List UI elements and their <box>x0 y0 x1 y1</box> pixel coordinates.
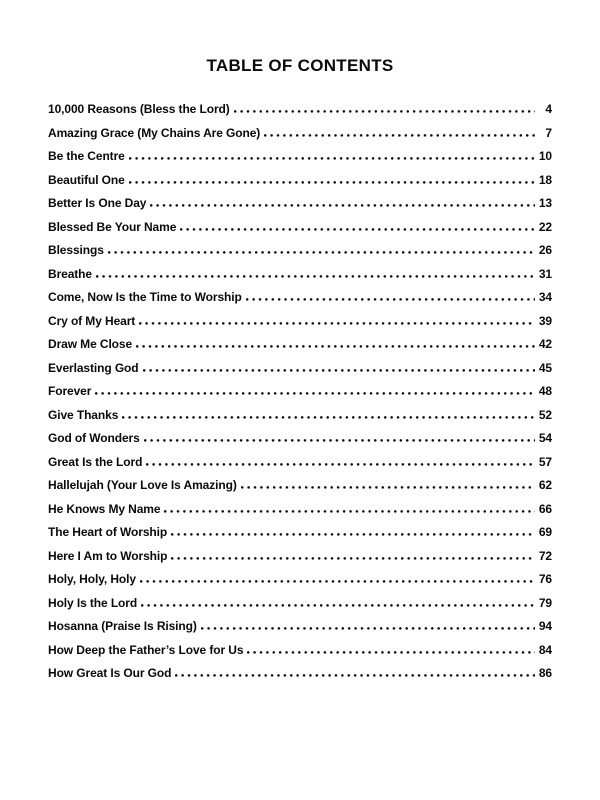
dot-leader <box>139 322 535 325</box>
toc-entry-title: How Deep the Father’s Love for Us <box>48 642 244 657</box>
toc-entry <box>48 619 552 643</box>
toc-entry-page: 66 <box>538 501 552 516</box>
toc-entry <box>48 173 552 197</box>
toc-entry-title: Give Thanks <box>48 407 119 422</box>
toc-entry-title: The Heart of Worship <box>48 525 168 539</box>
dot-leader <box>144 439 535 442</box>
toc-list <box>48 102 552 690</box>
toc-entry-page: 13 <box>538 196 552 210</box>
dot-leader <box>171 533 535 536</box>
toc-entry-title: Cry of My Heart <box>48 313 136 328</box>
toc-entry <box>48 267 552 291</box>
dot-leader <box>201 627 535 630</box>
toc-entry <box>48 549 552 573</box>
dot-leader <box>234 110 535 113</box>
toc-entry-page: 34 <box>538 290 552 304</box>
toc-entry-page: 26 <box>538 243 552 257</box>
toc-entry-title: God of Wonders <box>48 431 140 445</box>
toc-entry <box>48 102 552 126</box>
dot-leader <box>175 674 535 677</box>
dot-leader <box>122 416 535 419</box>
toc-entry <box>48 290 552 314</box>
toc-entry-title: 10,000 Reasons (Bless the Lord) <box>48 102 230 116</box>
toc-entry <box>48 408 552 432</box>
toc-entry-page: 48 <box>538 384 552 398</box>
toc-entry <box>48 149 552 173</box>
toc-entry-title: Draw Me Close <box>48 337 133 351</box>
toc-entry <box>48 361 552 385</box>
toc-entry <box>48 478 552 502</box>
toc-entry <box>48 196 552 220</box>
toc-entry <box>48 525 552 549</box>
toc-entry <box>48 384 552 408</box>
toc-entry-page: 45 <box>538 360 552 375</box>
dot-leader <box>141 604 535 607</box>
toc-entry-page: 10 <box>538 149 552 163</box>
toc-entry <box>48 431 552 455</box>
toc-entry-title: Everlasting God <box>48 360 139 375</box>
toc-entry-title: Holy, Holy, Holy <box>48 572 136 586</box>
toc-entry <box>48 596 552 620</box>
toc-entry-page: 94 <box>538 619 552 633</box>
dot-leader <box>146 463 535 466</box>
toc-entry-title: Hallelujah (Your Love Is Amazing) <box>48 478 237 492</box>
toc-entry-title: How Great Is Our God <box>48 666 172 680</box>
toc-entry <box>48 220 552 244</box>
dot-leader <box>129 181 535 184</box>
dot-leader <box>171 557 535 560</box>
toc-entry-page: 84 <box>538 642 552 657</box>
dot-leader <box>140 580 535 583</box>
toc-entry-page: 54 <box>538 431 552 445</box>
toc-entry-page: 31 <box>538 266 552 281</box>
toc-entry <box>48 126 552 150</box>
toc-entry <box>48 243 552 267</box>
dot-leader <box>164 510 535 513</box>
toc-entry-title: Better Is One Day <box>48 196 147 210</box>
page-title: TABLE OF CONTENTS <box>206 56 394 75</box>
dot-leader <box>264 134 535 137</box>
dot-leader <box>247 651 535 654</box>
toc-entry-title: Breathe <box>48 266 92 281</box>
toc-entry-page: 42 <box>538 337 552 351</box>
toc-entry <box>48 666 552 690</box>
toc-entry <box>48 337 552 361</box>
toc-entry-page: 57 <box>538 454 552 469</box>
toc-entry-title: Blessed Be Your Name <box>48 219 177 234</box>
toc-entry-title: Forever <box>48 384 92 398</box>
toc-entry-title: Come, Now Is the Time to Worship <box>48 290 242 304</box>
toc-entry-title: Amazing Grace (My Chains Are Gone) <box>48 125 261 140</box>
dot-leader <box>95 392 535 395</box>
dot-leader <box>246 298 535 301</box>
toc-entry-page: 72 <box>538 548 552 563</box>
toc-entry-title: He Knows My Name <box>48 501 161 516</box>
dot-leader <box>143 369 535 372</box>
toc-entry-title: Great Is the Lord <box>48 454 143 469</box>
toc-entry-page: 52 <box>538 407 552 422</box>
dot-leader <box>129 157 535 160</box>
toc-entry <box>48 572 552 596</box>
toc-entry-page: 7 <box>545 125 552 140</box>
dot-leader <box>108 251 535 254</box>
toc-entry <box>48 314 552 338</box>
toc-entry-page: 18 <box>538 172 552 187</box>
toc-entry-page: 86 <box>538 666 552 680</box>
toc-entry-title: Be the Centre <box>48 149 125 163</box>
toc-entry-page: 4 <box>545 102 552 116</box>
toc-entry-page: 22 <box>538 219 552 234</box>
toc-entry-page: 69 <box>538 525 552 539</box>
toc-entry-title: Hosanna (Praise Is Rising) <box>48 619 197 633</box>
dot-leader <box>136 345 535 348</box>
toc-entry-page: 76 <box>538 572 552 586</box>
toc-entry-page: 62 <box>538 478 552 492</box>
toc-entry-title: Beautiful One <box>48 172 125 187</box>
dot-leader <box>96 275 535 278</box>
toc-entry <box>48 643 552 667</box>
toc-entry-page: 39 <box>538 313 552 328</box>
toc-entry-title: Here I Am to Worship <box>48 548 168 563</box>
toc-entry-page: 79 <box>538 595 552 610</box>
dot-leader <box>241 486 535 489</box>
toc-entry-title: Holy Is the Lord <box>48 595 138 610</box>
dot-leader <box>150 204 535 207</box>
toc-entry <box>48 502 552 526</box>
toc-entry <box>48 455 552 479</box>
toc-entry-title: Blessings <box>48 243 104 257</box>
dot-leader <box>180 228 535 231</box>
